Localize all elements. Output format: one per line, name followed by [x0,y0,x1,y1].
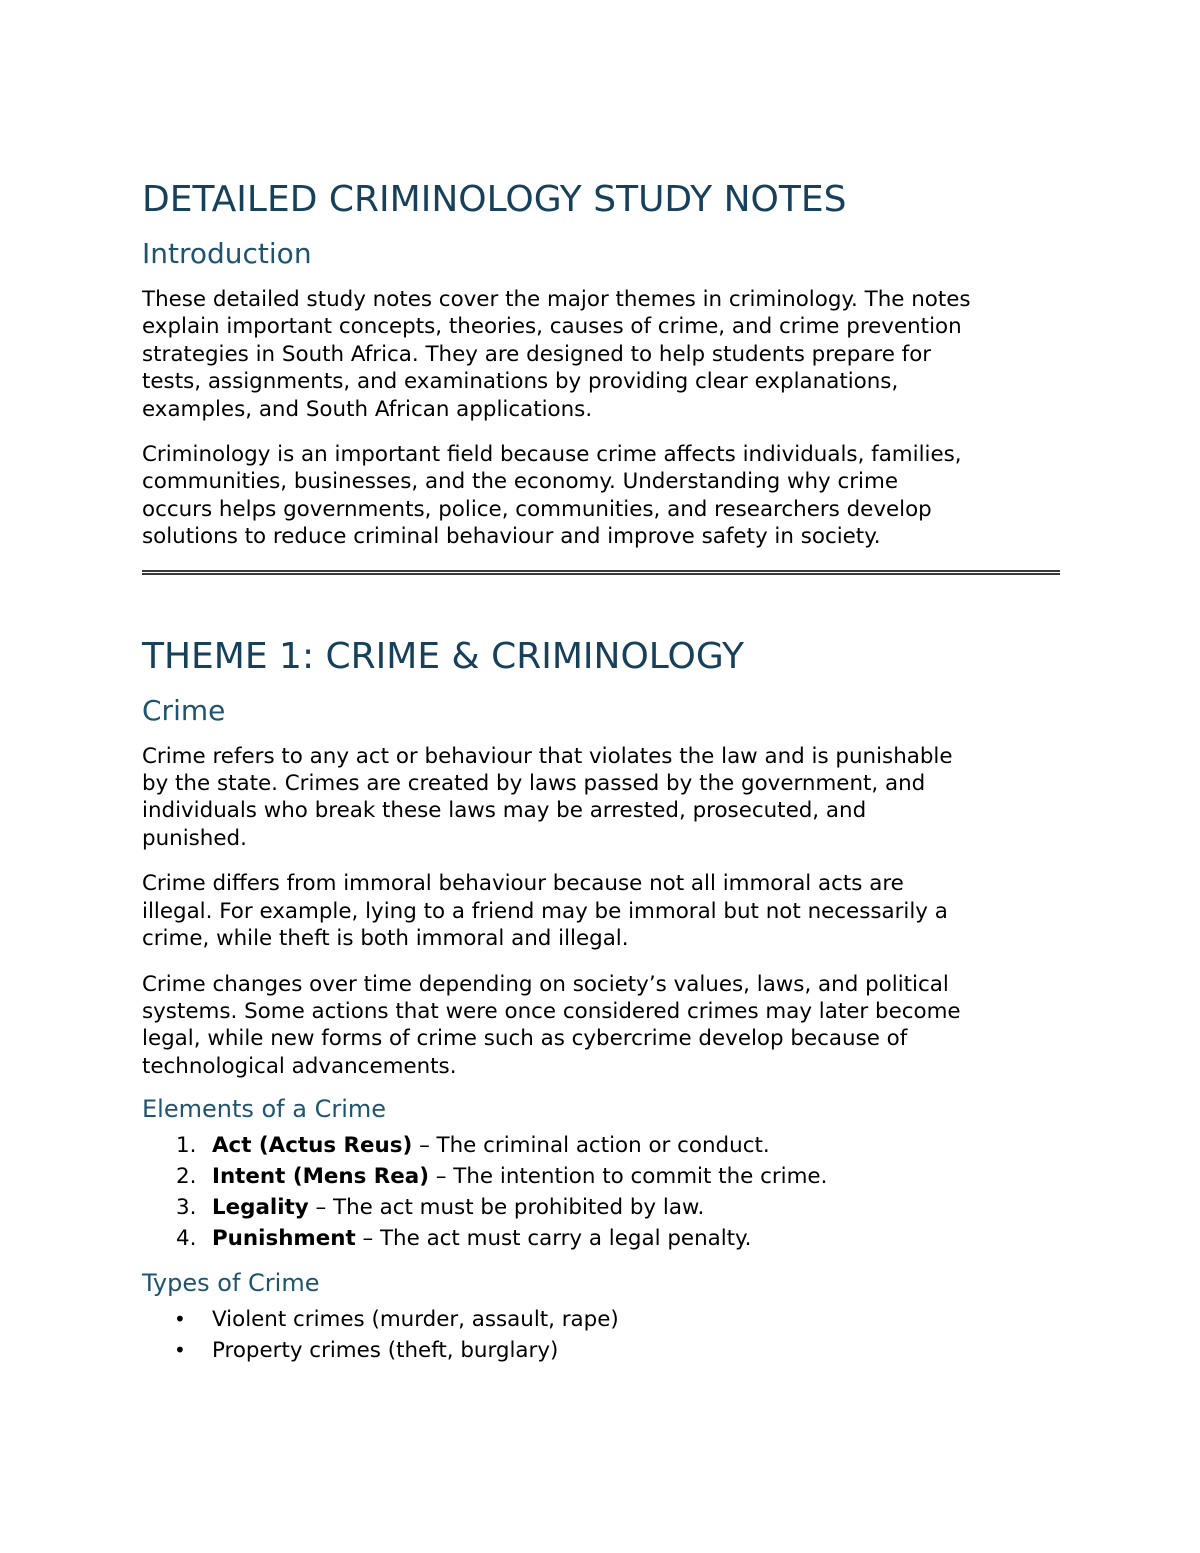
text-line: strategies in South Africa. They are designed to help students prepare for [142,341,932,367]
element-description: – The act must be prohibited by law. [308,1195,705,1221]
list-item [142,1192,1060,1223]
list-item [142,1335,1060,1366]
text-line: Criminology is an important field because crime affects individuals, families, [142,442,962,468]
crime-paragraph-3 [142,971,1060,1081]
list-item [142,1223,1060,1254]
text-line: occurs helps governments, police, communities, and researchers develop [142,496,932,522]
types-list [142,1304,1060,1366]
elements-of-crime-heading: Elements of a Crime [142,1095,387,1124]
introduction-heading: Introduction [142,237,312,270]
list-number: 1. [176,1133,197,1159]
element-term: Act (Actus Reus) [212,1133,413,1159]
crime-paragraph-1 [142,743,1060,853]
text-line: explain important concepts, theories, causes of crime, and crime prevention [142,314,962,340]
text-line: Crime changes over time depending on society’s values, laws, and political [142,971,949,997]
list-item [142,1304,1060,1335]
text-line: technological advancements. [142,1053,457,1079]
text-line: Crime refers to any act or behaviour that violates the law and is punishable [142,743,953,769]
document-page [142,176,1060,1366]
text-line: solutions to reduce criminal behaviour and improve safety in society. [142,524,881,550]
text-line: by the state. Crimes are created by laws passed by the government, and [142,771,926,797]
bullet-icon: • [174,1307,186,1332]
text-line: systems. Some actions that were once considered crimes may later become [142,998,961,1024]
text-line: tests, assignments, and examinations by providing clear explanations, [142,369,899,395]
text-line: illegal. For example, lying to a friend may be immoral but not necessarily a [142,898,948,924]
theme-1-title: THEME 1: CRIME & CRIMINOLOGY [142,635,744,677]
element-term: Punishment [212,1226,356,1252]
element-term: Legality [212,1195,309,1221]
intro-paragraph-1 [142,286,1060,423]
element-description: – The criminal action or conduct. [412,1133,770,1159]
crime-type: Violent crimes (murder, assault, rape) [212,1307,619,1333]
crime-paragraph-2 [142,870,1060,952]
types-of-crime-heading: Types of Crime [142,1269,320,1298]
document-title: DETAILED CRIMINOLOGY STUDY NOTES [142,179,847,220]
text-line: examples, and South African applications. [142,396,593,422]
text-line: legal, while new forms of crime such as cybercrime develop because of [142,1026,908,1052]
text-line: punished. [142,825,247,851]
elements-list [142,1130,1060,1254]
text-line: crime, while theft is both immoral and illegal. [142,926,629,952]
element-term: Intent (Mens Rea) [212,1164,429,1190]
text-line: Crime differs from immoral behaviour because not all immoral acts are [142,871,904,897]
bullet-icon: • [174,1338,186,1363]
text-line: individuals who break these laws may be arrested, prosecuted, and [142,798,867,824]
list-number: 3. [176,1195,197,1221]
crime-type: Property crimes (theft, burglary) [212,1338,559,1364]
list-item [142,1161,1060,1192]
list-number: 4. [176,1226,197,1252]
text-line: These detailed study notes cover the major themes in criminology. The notes [142,287,971,312]
intro-paragraph-2 [142,441,1060,551]
list-item [142,1130,1060,1161]
element-description: – The intention to commit the crime. [429,1164,828,1190]
element-description: – The act must carry a legal penalty. [355,1226,752,1252]
section-divider [142,570,1060,575]
crime-heading: Crime [142,693,226,727]
list-number: 2. [176,1164,197,1190]
text-line: communities, businesses, and the economy. Understanding why crime [142,469,898,495]
